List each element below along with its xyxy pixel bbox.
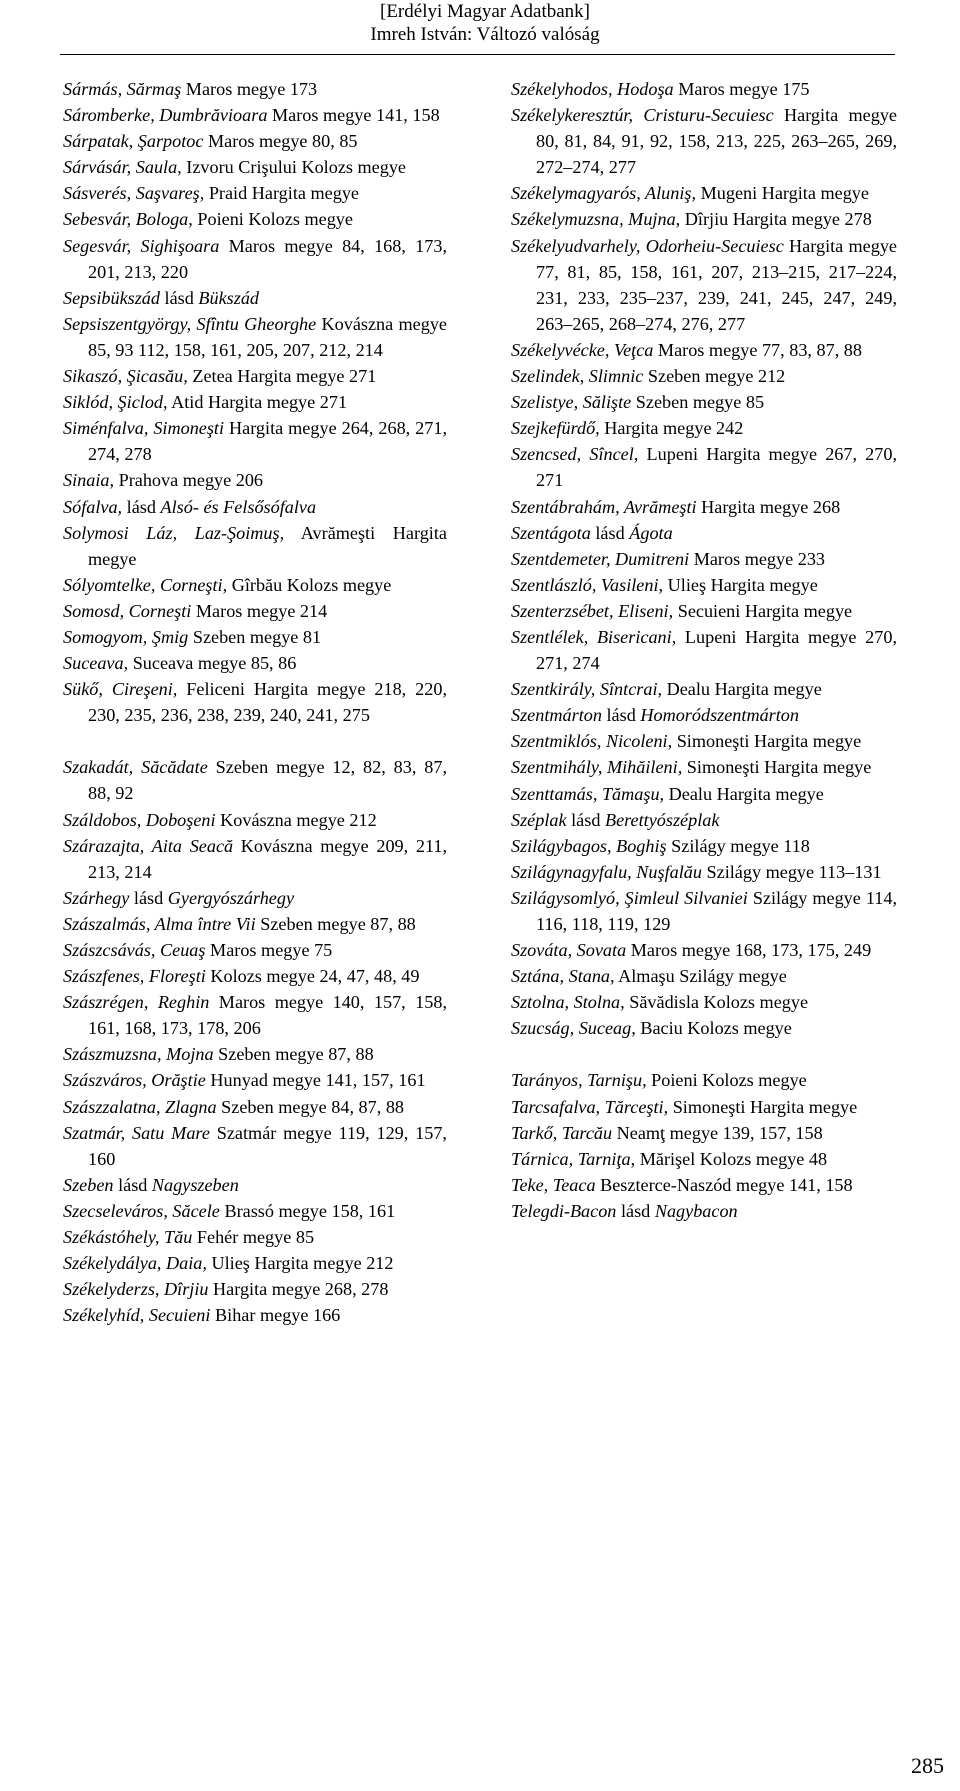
entry-place-name: Telegdi-Bacon: [511, 1200, 617, 1221]
entry-place-name: Szentábrahám, Avrămeşti: [511, 496, 697, 517]
index-entry: [511, 702, 897, 728]
entry-see-reference: Ágota: [629, 522, 673, 543]
entry-place-name: Szucság, Suceag,: [511, 1018, 636, 1039]
entry-place-name: Székelykeresztúr, Cristuru-Secuiesc: [511, 105, 774, 126]
entry-reference: Săvădisla Kolozs megye: [624, 992, 809, 1013]
index-entry: [511, 963, 897, 989]
entry-reference: Poieni Kolozs megye: [192, 209, 353, 230]
entry-place-name: Szentágota: [511, 522, 591, 543]
entry-reference: Maros megye 168, 173, 175, 249: [626, 940, 872, 961]
index-entry: [511, 389, 897, 415]
entry-place-name: Székelyhodos, Hodoşa: [511, 79, 674, 99]
index-entry: [511, 520, 897, 546]
entry-place-name: Sófalva,: [63, 496, 123, 517]
entry-see-reference: Homoródszentmárton: [640, 705, 799, 726]
index-entry: [63, 911, 447, 937]
entry-place-name: Szecseleváros, Săcele: [63, 1200, 220, 1221]
entry-reference: Ulieş Hargita megye 212: [206, 1253, 394, 1274]
entry-reference: Simoneşti Hargita megye: [668, 1096, 858, 1117]
entry-reference: Dealu Hargita megye: [664, 783, 824, 804]
index-entry: [63, 1172, 447, 1198]
entry-reference: Maros megye 214: [191, 600, 328, 621]
entry-place-name: Sólyomtelke, Corneşti,: [63, 574, 228, 595]
entry-reference: lásd: [616, 1200, 655, 1221]
index-entry: [511, 1015, 897, 1041]
index-entry: [511, 676, 897, 702]
index-entry: [63, 885, 447, 911]
index-entry: [63, 833, 447, 885]
index-entry: [63, 128, 447, 154]
index-entry: [63, 285, 447, 311]
entry-place-name: Szatmár, Satu Mare: [63, 1122, 210, 1143]
index-entry: [63, 1198, 447, 1224]
index-entry: [511, 441, 897, 493]
index-entry: [63, 102, 447, 128]
entry-place-name: Sebesvár, Bologa,: [63, 209, 193, 230]
entry-reference: Szilágy megye 113–131: [701, 861, 882, 882]
index-entry: [511, 233, 897, 337]
entry-reference: Szeben megye 212: [643, 366, 786, 387]
index-entry: [511, 781, 897, 807]
index-entry: [63, 989, 447, 1041]
entry-place-name: Teke, Teaca: [511, 1174, 596, 1195]
entry-reference: Almaşu Szilágy megye: [614, 966, 787, 987]
index-entry: [511, 415, 897, 441]
entry-place-name: Szilágysomlyó, Şimleul Silvaniei: [511, 887, 748, 908]
entry-place-name: Sepsiszentgyörgy, Sfîntu Gheorghe: [63, 313, 317, 334]
entry-reference: Brassó megye 158, 161: [219, 1200, 396, 1221]
entry-reference: Maros megye 75: [205, 940, 333, 960]
entry-see-reference: Gyergyószárhegy: [167, 887, 295, 908]
index-entry: [511, 363, 897, 389]
entry-reference: Bihar megye 166: [210, 1305, 341, 1326]
index-entry: [63, 807, 447, 833]
entry-reference: Mărişel Kolozs megye 48: [635, 1148, 828, 1169]
index-entry: [63, 937, 447, 963]
index-entry: [511, 76, 897, 102]
index-entry: [63, 233, 447, 285]
entry-place-name: Szenterzsébet, Eliseni,: [511, 600, 674, 621]
entry-place-name: Sztána, Stana,: [511, 966, 615, 987]
entry-reference: Szeben megye 81: [188, 626, 322, 647]
entry-reference: Szilágy megye 114, 116, 118, 119, 129: [536, 887, 897, 934]
entry-place-name: Szászalmás, Alma între Vii: [63, 913, 256, 934]
entry-place-name: Segesvár, Sighişoara: [63, 235, 220, 256]
index-entry: [63, 1250, 447, 1276]
entry-place-name: Szentmihály, Mihăileni,: [511, 757, 683, 778]
index-entry: [511, 1146, 897, 1172]
index-entry: [63, 754, 447, 806]
entry-place-name: Szászfenes, Floreşti: [63, 966, 206, 987]
index-entry: [511, 572, 897, 598]
entry-reference: Hargita megye 80, 81, 84, 91, 92, 158, 213, 225, 263–265, 269, 272–274, 277: [536, 105, 897, 178]
index-entry: [511, 624, 897, 676]
entry-reference: Maros megye 80, 85: [203, 131, 358, 152]
index-entry: [63, 180, 447, 206]
entry-see-reference: Alsó- és Felsősófalva: [160, 496, 317, 517]
index-entry: [511, 728, 897, 754]
entry-reference: Hargita megye 77, 81, 85, 158, 161, 207, 213–215, 217–224, 231, 233, 235–237, 239, 241, 245, 247, 249, 263–265, 268–274, 276, 277: [536, 235, 897, 334]
index-entry: [63, 1041, 447, 1067]
index-entry: [511, 1094, 897, 1120]
entry-place-name: Székelyvécke, Veţca: [511, 339, 654, 360]
index-entry: [63, 1224, 447, 1250]
entry-place-name: Száldobos, Doboşeni: [63, 809, 216, 830]
entry-see-reference: Nagybacon: [654, 1200, 738, 1221]
entry-reference: Maros megye 233: [689, 548, 826, 569]
index-entry: [63, 676, 447, 728]
entry-reference: lásd: [113, 1174, 152, 1195]
index-entry: [63, 598, 447, 624]
entry-see-reference: Bükszád: [198, 287, 260, 308]
entry-place-name: Szováta, Sovata: [511, 940, 627, 961]
entry-reference: Mugeni Hargita megye: [696, 183, 869, 204]
entry-reference: lásd: [601, 705, 641, 726]
entry-place-name: Sármás, Sărmaş: [63, 79, 182, 99]
entry-place-name: Sárpatak, Şarpotoc: [63, 131, 204, 152]
entry-reference: Avrămeşti Hargita megye: [88, 522, 447, 569]
index-entry: [511, 807, 897, 833]
entry-place-name: Szilágynagyfalu, Nuşfalău: [511, 861, 702, 882]
entry-reference: Suceava megye 85, 86: [128, 653, 297, 674]
header-divider: [60, 54, 895, 55]
entry-reference: Maros megye 173: [181, 79, 318, 99]
index-entry: [63, 415, 447, 467]
entry-reference: Szeben megye 12, 82, 83, 87, 88, 92: [88, 757, 448, 804]
entry-place-name: Sáromberke, Dumbrăvioara: [63, 105, 268, 126]
entry-reference: Maros megye 77, 83, 87, 88: [653, 339, 862, 360]
entry-reference: Secuieni Hargita megye: [673, 600, 853, 621]
entry-place-name: Sárvásár, Saula,: [63, 157, 182, 178]
entry-place-name: Tarkő, Tarcău: [511, 1122, 613, 1143]
entry-reference: Poieni Kolozs megye: [646, 1070, 807, 1091]
index-entry: [511, 494, 897, 520]
entry-place-name: Szentlélek, Bisericani,: [511, 626, 677, 647]
entry-reference: Simoneşti Hargita megye: [682, 757, 872, 778]
index-entry: [511, 1120, 897, 1146]
entry-reference: Hargita megye 268: [696, 496, 841, 517]
entry-reference: Lupeni Hargita megye 267, 270, 271: [536, 444, 898, 491]
index-entry: [511, 859, 897, 885]
entry-place-name: Szilágybagos, Boghiş: [511, 835, 667, 856]
entry-reference: Gîrbău Kolozs megye: [227, 574, 392, 595]
index-entry: [63, 1067, 447, 1093]
index-entry: [511, 754, 897, 780]
entry-place-name: Sztolna, Stolna,: [511, 992, 625, 1013]
index-entry: [63, 494, 447, 520]
index-entry: [63, 1302, 447, 1328]
entry-reference: Maros megye 140, 157, 158, 161, 168, 173, 178, 206: [88, 992, 447, 1039]
entry-place-name: Szelistye, Sălişte: [511, 392, 632, 413]
entry-reference: Beszterce-Naszód megye 141, 158: [595, 1174, 853, 1195]
entry-place-name: Szászcsávás, Ceuaş: [63, 940, 206, 960]
entry-reference: lásd: [129, 887, 168, 908]
entry-place-name: Siklód, Şiclod,: [63, 392, 168, 413]
entry-place-name: Szárazajta, Aita Seacă: [63, 835, 234, 856]
entry-place-name: Székelymuzsna, Mujna,: [511, 209, 681, 230]
entry-reference: Szeben megye 87, 88: [255, 913, 416, 934]
entry-reference: Hargita megye 264, 268, 271, 274, 278: [88, 418, 447, 465]
entry-place-name: Szentkirály, Sîntcrai,: [511, 679, 663, 700]
entry-place-name: Szászváros, Orăştie: [63, 1070, 206, 1091]
entry-place-name: Sepsibükszád: [63, 287, 160, 308]
index-entry: [63, 467, 447, 493]
header-title: Imreh István: Változó valóság: [370, 24, 600, 45]
index-entry: [511, 206, 897, 232]
index-entry: [63, 1276, 447, 1302]
entry-reference: Simoneşti Hargita megye: [672, 731, 862, 752]
entry-place-name: Szentdemeter, Dumitreni: [511, 548, 690, 569]
entry-place-name: Szenttamás, Tămaşu,: [511, 783, 665, 804]
entry-reference: lásd: [122, 496, 161, 517]
entry-reference: Atid Hargita megye 271: [167, 392, 348, 413]
entry-place-name: Sikaszó, Şicasău,: [63, 366, 188, 387]
index-column-left: [63, 76, 447, 1328]
entry-place-name: Szentlászló, Vasileni,: [511, 574, 664, 595]
entry-place-name: Szencsed, Sîncel,: [511, 444, 639, 465]
entry-place-name: Szentmiklós, Nicoleni,: [511, 731, 673, 752]
index-entry: [63, 311, 447, 363]
entry-place-name: Tárnica, Tarniţa,: [511, 1148, 636, 1169]
entry-place-name: Somogyom, Şmig: [63, 626, 189, 647]
entry-place-name: Szeben: [63, 1174, 114, 1195]
header-source: [Erdélyi Magyar Adatbank]: [380, 1, 590, 22]
index-entry: [63, 572, 447, 598]
entry-place-name: Szászrégen, Reghin: [63, 992, 210, 1013]
entry-reference: Maros megye 175: [673, 79, 810, 99]
entry-reference: Baciu Kolozs megye: [635, 1018, 792, 1039]
index-entry: [511, 1172, 897, 1198]
entry-reference: lásd: [160, 287, 199, 308]
entry-place-name: Solymosi Láz, Laz-Şoimuş,: [63, 522, 285, 543]
entry-place-name: Székelyudvarhely, Odorheiu-Secuiesc: [511, 235, 784, 256]
entry-reference: Kovászna megye 85, 93 112, 158, 161, 205, 207, 212, 214: [88, 313, 447, 360]
entry-place-name: Szelindek, Slimnic: [511, 366, 644, 387]
entry-place-name: Széplak: [511, 809, 567, 830]
entry-see-reference: Berettyószéplak: [604, 809, 720, 830]
entry-place-name: Somosd, Corneşti: [63, 600, 192, 621]
index-entry: [63, 520, 447, 572]
entry-reference: Praid Hargita megye: [204, 183, 359, 204]
entry-place-name: Szárhegy: [63, 887, 130, 908]
entry-reference: Hargita megye 268, 278: [208, 1279, 389, 1300]
entry-place-name: Székelymagyarós, Aluniş,: [511, 183, 697, 204]
entry-place-name: Szakadát, Săcădate: [63, 757, 208, 778]
index-entry: [63, 963, 447, 989]
entry-reference: Szatmár megye 119, 129, 157, 160: [88, 1122, 447, 1169]
entry-reference: Szeben megye 85: [631, 392, 765, 413]
entry-place-name: Sinaia,: [63, 470, 115, 491]
entry-reference: Maros megye 84, 168, 173, 201, 213, 220: [88, 235, 448, 282]
entry-place-name: Szászmuzsna, Mojna: [63, 1044, 214, 1065]
entry-place-name: Suceava,: [63, 653, 129, 674]
index-entry: [511, 546, 897, 572]
entry-place-name: Székelyhíd, Secuieni: [63, 1305, 211, 1326]
entry-place-name: Szejkefürdő,: [511, 418, 600, 439]
index-entry: [511, 833, 897, 859]
index-entry: [63, 206, 447, 232]
index-entry: [511, 102, 897, 180]
entry-reference: Zetea Hargita megye 271: [187, 366, 377, 387]
entry-reference: Dîrjiu Hargita megye 278: [680, 209, 872, 230]
entry-reference: Izvoru Crişului Kolozs megye: [181, 157, 407, 178]
page-number: 285: [911, 1753, 944, 1778]
entry-place-name: Tarányos, Tarnişu,: [511, 1070, 647, 1091]
entry-see-reference: Nagyszeben: [151, 1174, 239, 1195]
entry-reference: Feliceni Hargita megye 218, 220, 230, 235, 236, 238, 239, 240, 241, 275: [88, 679, 448, 726]
index-column-right: [511, 76, 897, 1224]
entry-reference: Hunyad megye 141, 157, 161: [205, 1070, 426, 1091]
entry-place-name: Tarcsafalva, Tărceşti,: [511, 1096, 669, 1117]
entry-place-name: Székástóhely, Tău: [63, 1227, 193, 1248]
index-entry: [511, 1198, 897, 1224]
entry-place-name: Szentmárton: [511, 705, 602, 726]
entry-reference: Lupeni Hargita megye 270, 271, 274: [536, 626, 897, 674]
entry-reference: Prahova megye 206: [114, 470, 264, 491]
index-entry: [511, 937, 897, 963]
index-entry: [63, 1120, 447, 1172]
entry-reference: Szilágy megye 118: [666, 835, 810, 856]
index-entry: [511, 989, 897, 1015]
index-entry: [63, 76, 447, 102]
entry-reference: Hargita megye 242: [599, 418, 744, 439]
entry-reference: Kovászna megye 212: [215, 809, 377, 830]
entry-place-name: Szászzalatna, Zlagna: [63, 1096, 217, 1117]
index-entry: [511, 598, 897, 624]
index-entry: [63, 389, 447, 415]
entry-reference: Szeben megye 84, 87, 88: [216, 1096, 405, 1117]
page-header: [0, 0, 960, 46]
entry-reference: lásd: [566, 809, 605, 830]
entry-place-name: Siménfalva, Simoneşti: [63, 418, 225, 439]
entry-reference: lásd: [590, 522, 630, 543]
entry-place-name: Sükő, Cireşeni,: [63, 679, 178, 700]
index-entry: [63, 363, 447, 389]
entry-reference: Ulieş Hargita megye: [663, 574, 818, 595]
entry-reference: Fehér megye 85: [192, 1227, 315, 1248]
entry-reference: Kolozs megye 24, 47, 48, 49: [205, 966, 420, 987]
index-entry: [63, 650, 447, 676]
entry-reference: Neamţ megye 139, 157, 158: [612, 1122, 823, 1143]
entry-place-name: Sásverés, Saşvareş,: [63, 183, 205, 204]
entry-place-name: Székelyderzs, Dîrjiu: [63, 1279, 209, 1300]
index-entry: [511, 885, 897, 937]
index-entry: [511, 337, 897, 363]
index-entry: [63, 154, 447, 180]
entry-reference: Szeben megye 87, 88: [213, 1044, 374, 1065]
index-entry: [511, 180, 897, 206]
index-entry: [63, 1094, 447, 1120]
index-entry: [63, 624, 447, 650]
index-entry: [511, 1067, 897, 1093]
entry-reference: Dealu Hargita megye: [662, 679, 822, 700]
entry-reference: Maros megye 141, 158: [267, 105, 440, 126]
entry-reference: Kovászna megye 209, 211, 213, 214: [88, 835, 448, 882]
entry-place-name: Székelydálya, Daia,: [63, 1253, 207, 1274]
